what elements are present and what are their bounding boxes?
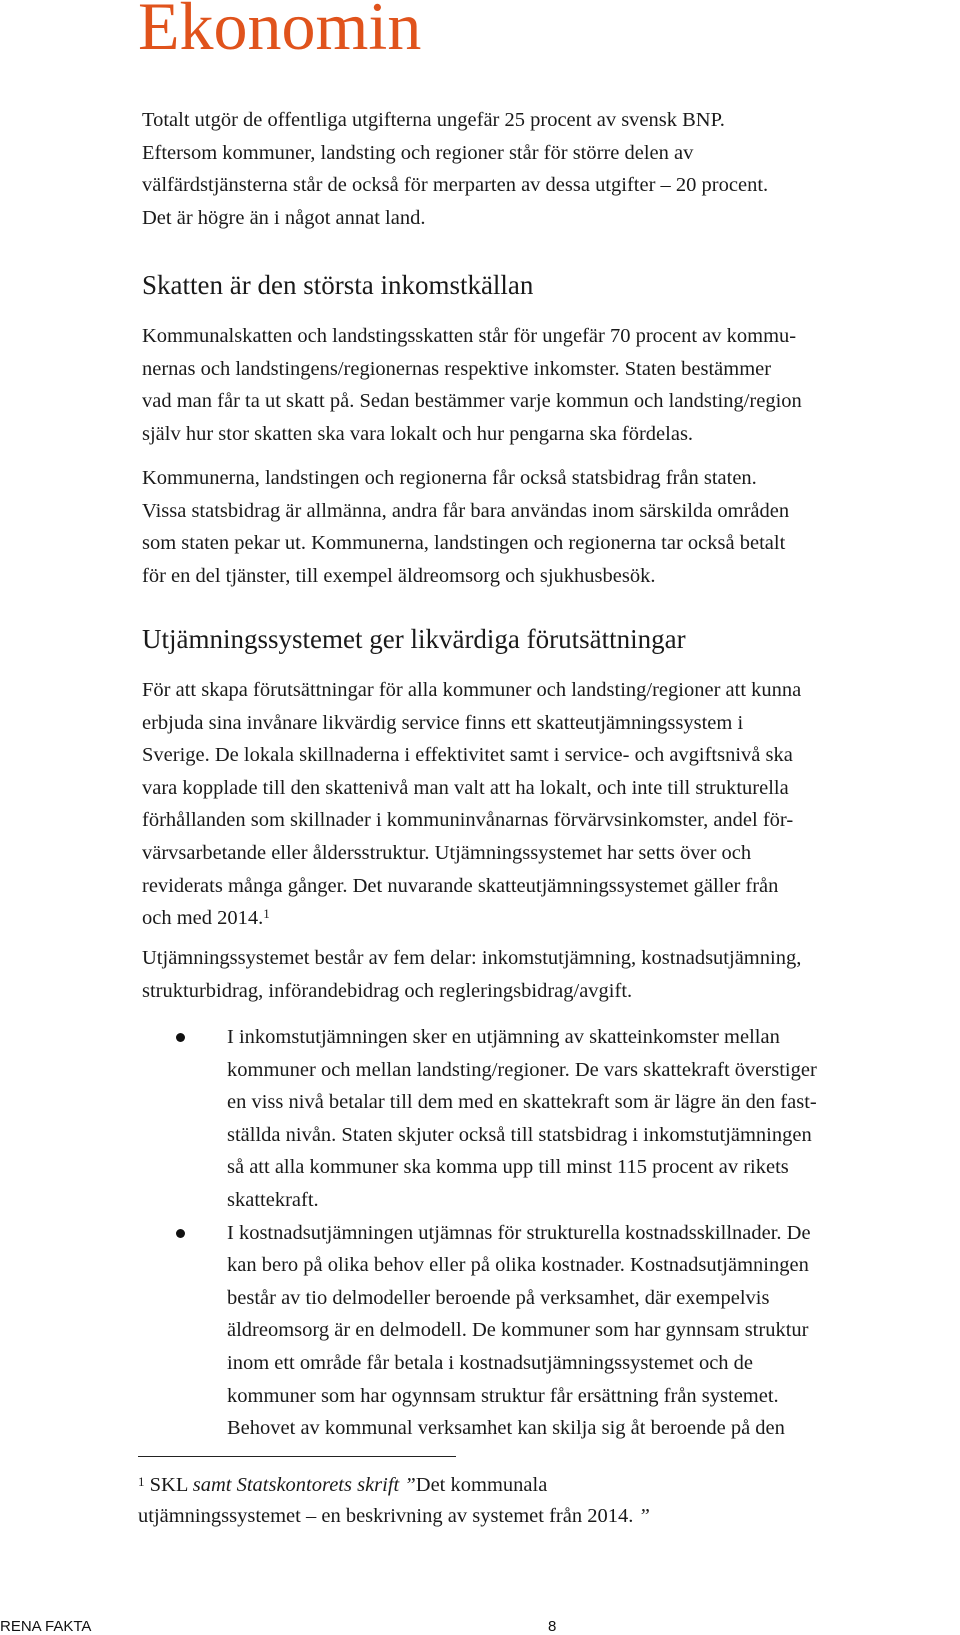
- bullet-line: äldreomsorg är en delmodell. De kommuner som har gynnsam struktur: [227, 1319, 809, 1342]
- equalization-paragraph-2: [142, 942, 958, 1007]
- text-line: strukturbidrag, införandebidrag och regleringsbidrag/avgift.: [142, 979, 633, 1002]
- text-line: För att skapa förutsättningar för alla kommuner och landsting/regioner att kunna: [142, 679, 802, 701]
- text-line: värvsarbetande eller åldersstruktur. Utjämningssystemet har setts över och: [142, 841, 752, 864]
- footnote-line-2: [138, 1501, 898, 1532]
- section-heading-tax: Skatten är den största inkomstkällan: [142, 270, 534, 300]
- footnote-text-a: SKL: [144, 1474, 193, 1496]
- bullet-line: så att alla kommuner ska komma upp till minst 115 procent av rikets: [227, 1156, 789, 1179]
- text-line: Det är högre än i något annat land.: [142, 206, 426, 229]
- footnote: [138, 1470, 898, 1532]
- text-line: Kommunalskatten och landstingsskatten står för ungefär 70 procent av kommu-: [142, 325, 797, 347]
- tax-paragraph-1: [142, 320, 958, 450]
- bullet-line: består av tio delmodeller beroende på verksamhet, där exempelvis: [227, 1286, 770, 1309]
- footnote-text-italic: samt Statskontorets skrift ”: [192, 1474, 416, 1496]
- text-line: Eftersom kommuner, landsting och regioner står för större delen av: [142, 141, 694, 164]
- tax-paragraph-2: [142, 462, 958, 592]
- text-line-end: och med 2014.: [142, 907, 264, 930]
- text-line: vara kopplade till den skattenivå man valt att ha lokalt, och inte till strukturella: [142, 776, 789, 799]
- list-item: [142, 1217, 958, 1445]
- text-line: förhållanden som skillnader i kommuninvånarnas förvärvsinkomster, andel för-: [142, 809, 794, 832]
- bullet-line: skattekraft.: [227, 1188, 319, 1211]
- bullet-icon: [176, 1033, 185, 1042]
- text-line: erbjuda sina invånare likvärdig service finns ett skatteutjämningssystem i: [142, 711, 744, 734]
- bullet-line: kommuner och mellan landsting/regioner. De vars skattekraft överstiger: [227, 1058, 817, 1081]
- text-line: reviderats många gånger. Det nuvarande skatteutjämningssystemet gäller från: [142, 874, 779, 897]
- bullet-line: Behovet av kommunal verksamhet kan skilja sig åt beroende på den: [227, 1417, 785, 1440]
- bullet-icon: [176, 1229, 185, 1238]
- bullet-line: kan bero på olika behov eller på olika kostnader. Kostnadsutjämningen: [227, 1254, 809, 1277]
- text-line: själv hur stor skatten ska vara lokalt och hur pengarna ska fördelas.: [142, 422, 694, 445]
- bullet-line: kommuner som har ogynnsam struktur får ersättning från systemet.: [227, 1384, 779, 1407]
- equalization-bullet-list: [142, 1021, 958, 1445]
- bullet-line: en viss nivå betalar till dem med en skattekraft som är lägre än den fast-: [227, 1091, 817, 1114]
- footer-label: RENA FAKTA: [0, 1618, 92, 1635]
- bullet-line: I inkomstutjämningen sker en utjämning av skatteinkomster mellan: [227, 1026, 780, 1048]
- text-line: Vissa statsbidrag är allmänna, andra får bara användas inom särskilda områden: [142, 499, 790, 522]
- footnote-number: 1: [138, 1474, 145, 1489]
- text-line: Sverige. De lokala skillnaderna i effektivitet samt i service- och avgiftsnivå ska: [142, 744, 793, 767]
- text-line: nernas och landstingens/regionernas respektive inkomster. Staten bestämmer: [142, 357, 772, 380]
- text-line: Kommunerna, landstingen och regionerna får också statsbidrag från staten.: [142, 467, 757, 489]
- text-line: välfärdstjänsterna står de också för merparten av dessa utgifter – 20 procent.: [142, 174, 769, 197]
- text-line: Totalt utgör de offentliga utgifterna ungefär 25 procent av svensk BNP.: [142, 109, 725, 131]
- text-line: som staten pekar ut. Kommunerna, landstingen och regionerna tar också betalt: [142, 532, 786, 555]
- bullet-line: I kostnadsutjämningen utjämnas för strukturella kostnadsskillnader. De: [227, 1221, 811, 1244]
- footnote-text-italic-end: ”: [633, 1505, 650, 1527]
- text-line: [142, 902, 958, 935]
- text-line: vad man får ta ut skatt på. Sedan bestämmer varje kommun och landsting/region: [142, 390, 802, 413]
- page-title: Ekonomin: [138, 0, 422, 64]
- bullet-line: inom ett område får betala i kostnadsutjämningssystemet och de: [227, 1351, 754, 1374]
- footnote-line-1: [138, 1470, 898, 1501]
- text-line: Utjämningssystemet består av fem delar: inkomstutjämning, kostnadsutjämning,: [142, 947, 802, 969]
- footnote-divider: [138, 1456, 456, 1457]
- list-item: [142, 1021, 958, 1217]
- text-line: för en del tjänster, till exempel äldreomsorg och sjukhusbesök.: [142, 564, 656, 587]
- footnote-text-b: Det kommunala: [415, 1474, 548, 1496]
- section-heading-equalization: Utjämningssystemet ger likvärdiga förutsättningar: [142, 624, 686, 654]
- bullet-line: ställda nivån. Staten skjuter också till statsbidrag i inkomstutjämningen: [227, 1123, 812, 1146]
- footnote-reference[interactable]: 1: [263, 906, 270, 922]
- equalization-paragraph-1: [142, 674, 958, 935]
- intro-paragraph: [142, 104, 958, 234]
- footnote-text-c: utjämningssystemet – en beskrivning av systemet från 2014.: [138, 1505, 634, 1527]
- page-number: 8: [548, 1618, 557, 1635]
